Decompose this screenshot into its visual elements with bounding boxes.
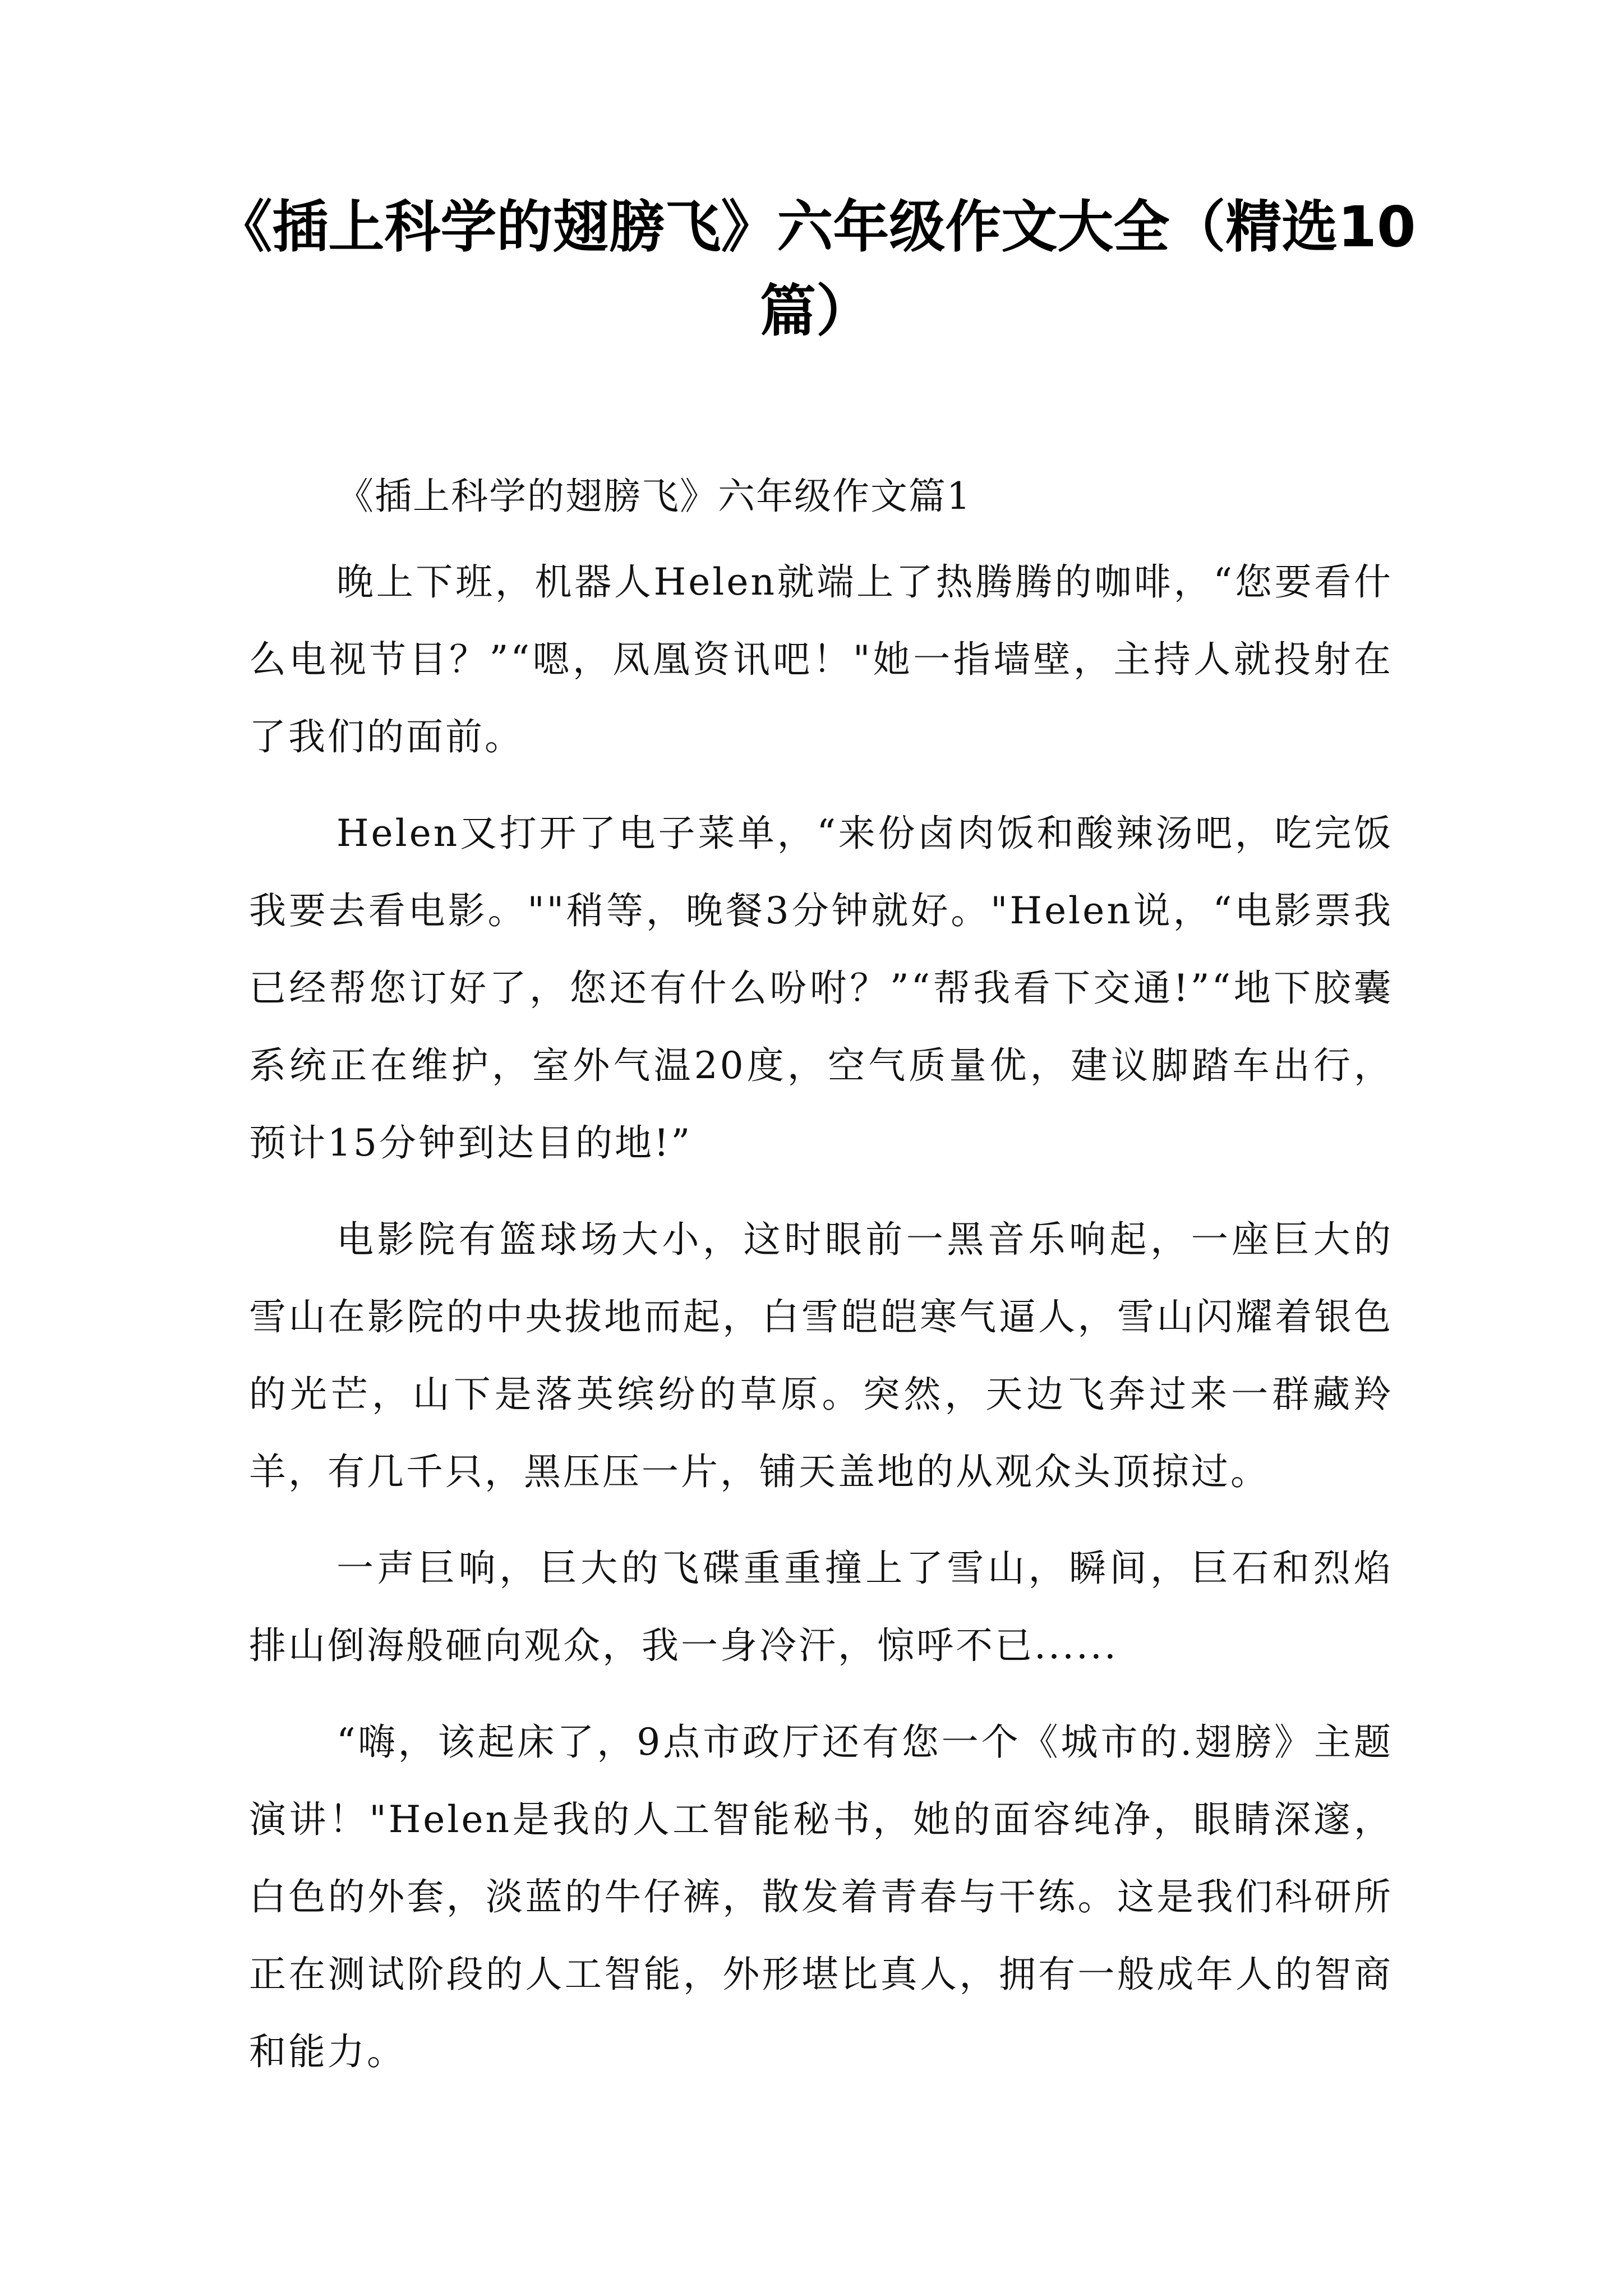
section-heading: 《插上科学的翅膀飞》六年级作文篇1 xyxy=(336,475,971,518)
paragraph-1: 晚上下班，机器人Helen就端上了热腾腾的咖啡，“您要看什么电视节目？”“嗯，凤凰资讯吧！"她一指墙壁，主持人就投射在了我们的面前。 xyxy=(249,560,1393,758)
paragraph-3: 电影院有篮球场大小，这时眼前一黑音乐响起，一座巨大的雪山在影院的中央拔地而起，白雪皑皑寒气逼人，雪山闪耀着银色的光芒，山下是落英缤纷的草原。突然，天边飞奔过来一群藏羚羊，有几千只，黑压压一片，铺天盖地的从观众头顶掠过。 xyxy=(249,1218,1393,1493)
paragraph-2: Helen又打开了电子菜单，“来份卤肉饭和酸辣汤吧，吃完饭我要去看电影。""稍等，晚餐3分钟就好。"Helen说，“电影票我已经帮您订好了，您还有什么吩咐？”“帮我看下交通!”“地下胶囊系统正在维护，室外气温20度，空气质量优，建议脚踏车出行，预计15分钟到达目的地!” xyxy=(249,812,1393,1165)
document-body xyxy=(249,468,1393,2091)
paragraph-4: 一声巨响，巨大的飞碟重重撞上了雪山，瞬间，巨石和烈焰排山倒海般砸向观众，我一身冷汗，惊呼不已...... xyxy=(249,1547,1393,1667)
paragraph-5: “嗨，该起床了，9点市政厅还有您一个《城市的.翅膀》主题演讲！"Helen是我的人工智能秘书，她的面容纯净，眼睛深邃，白色的外套，淡蓝的牛仔裤，散发着青春与干练。这是我们科研所正在测试阶段的人工智能，外形堪比真人，拥有一般成年人的智商和能力。 xyxy=(249,1720,1393,2073)
document-title: 《插上科学的翅膀飞》六年级作文大全（精选10篇） xyxy=(216,194,1416,344)
